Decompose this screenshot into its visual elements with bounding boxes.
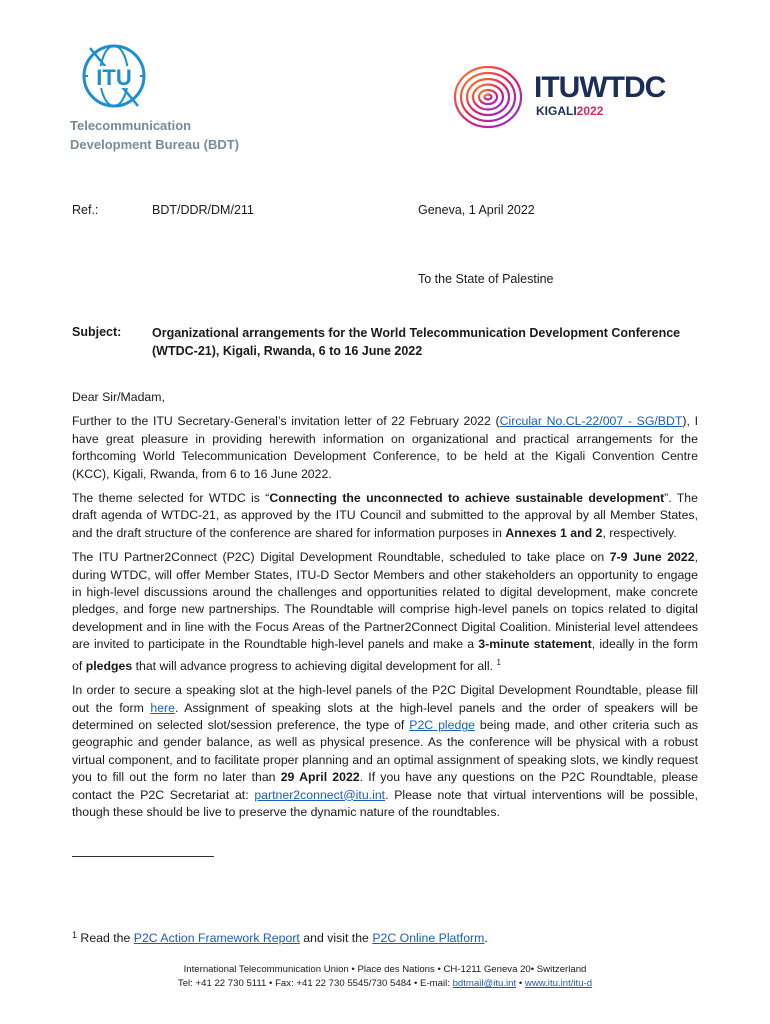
paragraph-3: The ITU Partner2Connect (P2C) Digital Development Roundtable, scheduled to take place on 7-9 June 2022, during WTDC, will offer Member States, ITU-D Sector Members and other stakeholders an opportunity to engage in high-level discussions around the challenges and opportunities related to digital development, make concrete pledges, and forge new partnerships. The Roundtable will comprise high-level panels on topics related to digital development and in line with the Focus Areas of the Partner2Connect Digital Coalition. Ministerial level attendees are invited to participate in the Roundtable high-level panels and make a 3-minute statement, ideally in the form of pledges that will advance progress to achieving digital development for all. $^1$ [72, 550, 699, 673]
bureau-line-2: Development Bureau (BDT) [70, 137, 240, 152]
footer-contacts: Tel: +41 22 730 5111 • Fax: +41 22 730 5545/730 5484 • E-mail: bdtmail@itu.int • www.itu.int/itu-d [177, 978, 593, 989]
footer-email-link[interactable]: bdtmail@itu.int [452, 978, 517, 989]
wtdc-logo-subtitle [536, 104, 603, 118]
itu-logo [78, 40, 148, 110]
salutation: Dear Sir/Madam, [72, 390, 165, 404]
ref-label: Ref.: [72, 203, 99, 217]
paragraph-2: The theme selected for WTDC is “Connecting the unconnected to achieve sustainable development”. The draft agenda of WTDC-21, as approved by the ITU Council and submitted to the approval by all Member States, and the draft structure of the conference are shared for information purposes in Annexes 1 and 2, respectively. [72, 491, 698, 540]
circular-link[interactable]: Circular No.CL-22/007 - SG/BDT [499, 414, 683, 429]
p2c-pledge-link[interactable]: P2C pledge [409, 718, 476, 732]
footer-address: International Telecommunication Union • Place des Nations • CH-1211 Geneva 20• Switzerland [183, 964, 587, 975]
footnote-ref[interactable]: 1 [496, 657, 501, 667]
wtdc-logo-place: KIGALI [536, 104, 577, 118]
wtdc-fingerprint-icon [452, 64, 524, 130]
footer-website-link[interactable]: www.itu.int/itu-d [524, 978, 593, 989]
paragraph-4: In order to secure a speaking slot at the high-level panels of the P2C Digital Development Roundtable, please fill out the form here. Assignment of speaking slots at the high-level panels and the order of speakers will be determined on selected slot/session preference, the type of P2C pledge being made, and other criteria such as geographic and gender balance, as well as physical presence. As the conference will be physical with a robust virtual component, and to facilitate proper planning and an optimal assignment of speaking slots, we kindly request you to fill out the form no later than 29 April 2022. If you have any questions on the P2C Roundtable, please contact the P2C Secretariat at: partner2connect@itu.int. Please note that virtual interventions will be possible, though these should be live to preserve the dynamic nature of the roundtables. [72, 683, 699, 820]
letter-date: Geneva, 1 April 2022 [418, 203, 535, 217]
subject-text: Organizational arrangements for the World Telecommunication Development Conference (WTDC-21), Kigali, Rwanda, 6 to 16 June 2022 [152, 326, 681, 358]
letter-body [72, 389, 698, 828]
footnote: $^1$ Read the P2C Action Framework Report and visit the P2C Online Platform. [72, 930, 488, 945]
wtdc-logo-year: 2022 [576, 104, 604, 118]
online-platform-link[interactable]: P2C Online Platform [372, 931, 485, 945]
wtdc-logo-text: ITUWTDC [534, 71, 666, 104]
paragraph-1: Further to the ITU Secretary-General’s invitation letter of 22 February 2022 (Circular No.CL-22/007 - SG/BDT), I have great pleasure in providing herewith information on organizational and practical arrangements for the forthcoming World Telecommunication Development Conference, to be held at the Kigali Convention Centre (KCC), Kigali, Rwanda, from 6 to 16 June 2022. [72, 414, 698, 481]
action-framework-link[interactable]: P2C Action Framework Report [133, 931, 300, 945]
bureau-name [70, 116, 239, 154]
bureau-line-1: Telecommunication [70, 118, 192, 133]
recipient: To the State of Palestine [418, 272, 554, 286]
ref-value: BDT/DDR/DM/211 [152, 203, 254, 217]
subject-label: Subject: [72, 325, 122, 339]
footnote-divider [72, 856, 214, 857]
itu-logo-text: ITU [96, 65, 132, 90]
form-link[interactable]: here [150, 700, 175, 715]
p2c-email-link[interactable]: partner2connect@itu.int [254, 787, 386, 802]
